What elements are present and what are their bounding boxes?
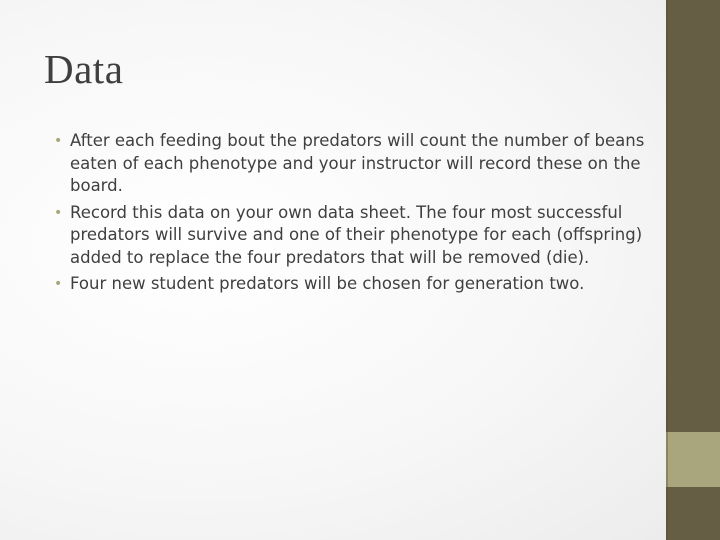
bullet-dot-icon: • xyxy=(54,204,63,221)
bullet-item-1 xyxy=(48,130,648,198)
sidebar-divider xyxy=(666,0,668,540)
bullet-dot-icon: • xyxy=(54,133,63,149)
bullet-item-2 xyxy=(48,202,648,270)
sidebar-dark-block-top xyxy=(666,0,720,432)
decorative-sidebar xyxy=(666,0,720,540)
sidebar-dark-block-bottom xyxy=(666,487,720,540)
bullet-dot-icon: • xyxy=(54,276,63,292)
bullet-list xyxy=(48,130,648,300)
bullet-text-1: After each feeding bout the predators will count the number of beans eaten of each phenotype and your instructor will record these on the board. xyxy=(70,131,645,195)
slide-title: Data xyxy=(44,46,124,92)
bullet-item-3 xyxy=(48,273,648,296)
bullet-text-2: Record this data on your own data sheet. The four most successful predators will survive and one of their phenotype for each (offspring) added to replace the four predators that will be removed (die). xyxy=(70,202,643,267)
bullet-text-3: Four new student predators will be chosen for generation two. xyxy=(70,274,585,293)
sidebar-accent-block xyxy=(666,432,720,487)
